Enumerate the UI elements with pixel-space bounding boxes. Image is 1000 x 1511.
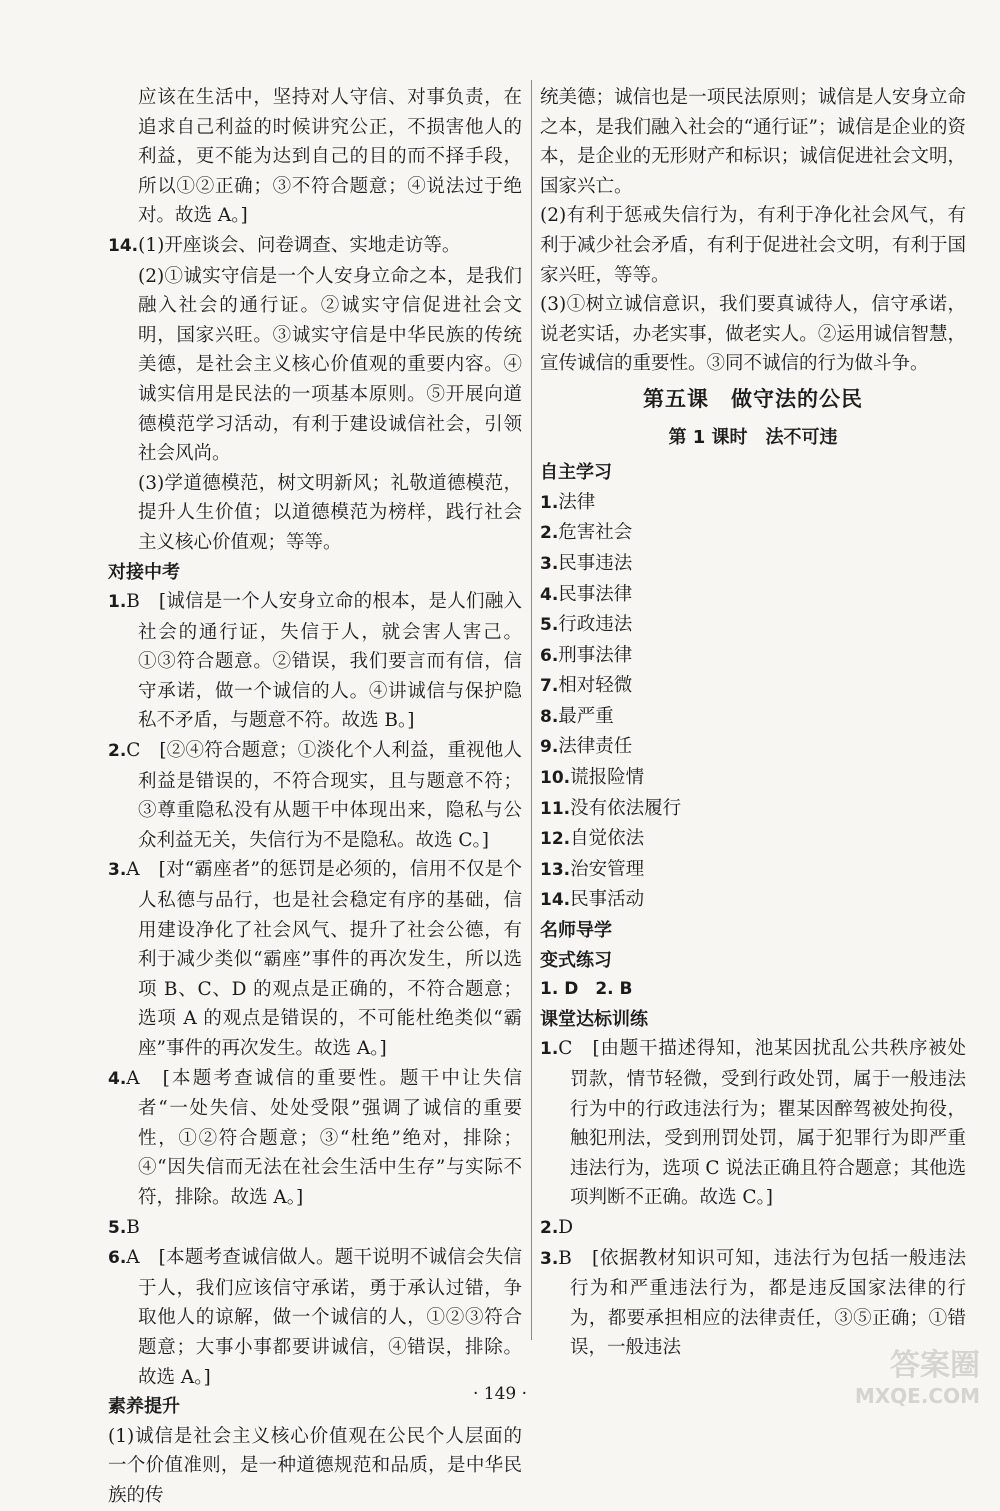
answer-text: 最严重: [558, 705, 614, 727]
answer-item: [108, 1064, 522, 1213]
quality-part1: (1)诚信是社会主义核心价值观在公民个人层面的一个价值准则，是一种道德规范和品质，是中华民族的传: [108, 1425, 522, 1506]
answer-item: [540, 1213, 966, 1244]
answer-text: C [由题干描述得知，池某因扰乱公共秩序被处罚款，情节轻微，受到行政处罚，属于一般违法行为中的行政违法行为；瞿某因醉驾被处拘役，触犯刑法，受到刑罚处罚，属于犯罪行为即严重违法行为，选项 C 说法正确且符合题意；其他选项判断不正确。故选 C。]: [558, 1038, 966, 1209]
answer-text: 行政违法: [558, 614, 633, 636]
exam-answer-list: [108, 587, 522, 1392]
quality-part1-continuation: 统美德；诚信也是一项民法原则；诚信是人安身立命之本，是我们融入社会的“通行证”；诚信是企业的资本，是企业的无形财产和标识；诚信促进社会文明，国家兴亡。: [540, 87, 966, 197]
variant-answers: 1. D 2. B: [540, 979, 633, 1000]
answer-number: 1.: [108, 592, 127, 613]
lesson-title: 第五课 做守法的公民: [643, 386, 863, 411]
answer-text: 民事法律: [558, 583, 633, 605]
answer-number: 3.: [540, 1248, 559, 1269]
answer-text: 法律: [558, 491, 596, 513]
section-heading-quality: 素养提升: [108, 1396, 180, 1418]
q14-number: 14.: [108, 235, 139, 256]
answer-number: 9.: [540, 737, 559, 758]
answer-number: 10.: [540, 768, 571, 789]
answer-item: [540, 855, 966, 886]
page-number: · 149 ·: [472, 1384, 528, 1404]
answer-item: [108, 1243, 522, 1392]
answer-number: 1.: [540, 492, 559, 513]
answer-text: B [诚信是一个人安身立命的根本，是人们融入社会的通行证，失信于人，就会害人害己。①③符合题意。②错误，我们要言而有信，信守承诺，做一个诚信的人。④讲诚信与保护隐私不矛盾，与题意不符。故选 B。]: [126, 591, 522, 732]
answer-item: [540, 1034, 966, 1213]
classroom-answer-list: [540, 1034, 966, 1363]
answer-number: 7.: [540, 676, 559, 697]
answer-item: [540, 1244, 966, 1363]
answer-text: 刑事法律: [558, 644, 633, 666]
watermark-line2: MXQE.COM: [854, 1384, 980, 1408]
answer-item: [540, 885, 966, 916]
answer-number: 13.: [540, 859, 571, 880]
section-heading-variant: 变式练习: [540, 949, 612, 971]
answer-item: [540, 488, 966, 519]
answer-item: [108, 855, 522, 1063]
answer-item: [540, 763, 966, 794]
answer-number: 1.: [540, 1039, 559, 1060]
answer-number: 2.: [540, 523, 559, 544]
answer-text: C [②④符合题意；①淡化个人利益，重视他人利益是错误的，不符合现实，且与题意不符；③尊重隐私没有从题干中体现出来，隐私与公众利益无关，失信行为不是隐私。故选 C。]: [126, 740, 522, 851]
answer-text: 法律责任: [558, 736, 633, 758]
left-column: [108, 83, 522, 1511]
q14-part2: (2)①诚实守信是一个人安身立命之本，是我们融入社会的通行证。②诚实守信促进社会文明，国家兴旺。③诚实守信是中华民族的传统美德，是社会主义核心价值观的重要内容。④诚实信用是民法的一项基本原则。⑤开展向道德模范学习活动，有利于建设诚信社会，引领社会风尚。: [138, 265, 522, 465]
answer-number: 8.: [540, 706, 559, 727]
answer-number: 4.: [540, 584, 559, 605]
answer-item: [540, 518, 966, 549]
answer-text: A [本题考查诚信的重要性。题干中让失信者“一处失信、处处受限”强调了诚信的重要性，①②符合题意；③“杜绝”绝对，排除；④“因失信而无法在社会生活中生存”与实际不符，排除。故选 A。]: [126, 1067, 522, 1208]
answer-item: [540, 549, 966, 580]
answer-text: 治安管理: [570, 858, 645, 880]
answer-item: [540, 610, 966, 641]
column-divider: [531, 80, 532, 1340]
answer-item: [540, 732, 966, 763]
answer-text: 民事活动: [570, 889, 645, 911]
answer-number: 5.: [540, 615, 559, 636]
quality-part3: (3)①树立诚信意识，我们要真诚待人，信守承诺，说老实话，办老实事，做老实人。②运用诚信智慧，宣传诚信的重要性。③同不诚信的行为做斗争。: [540, 294, 966, 375]
answer-number: 2.: [540, 1217, 559, 1238]
section-heading-self-study: 自主学习: [540, 462, 612, 484]
answer-text: D: [558, 1216, 574, 1238]
section-heading-teacher: 名师导学: [540, 920, 612, 942]
answer-item: [108, 587, 522, 736]
answer-number: 4.: [108, 1068, 127, 1089]
q14-part3: (3)学道德模范，树文明新风；礼敬道德模范，提升人生价值；以道德模范为榜样，践行社会主义核心价值观；等等。: [138, 472, 522, 553]
quality-part2: (2)有利于惩戒失信行为，有利于净化社会风气，有利于减少社会矛盾，有利于促进社会文明，有利于国家兴旺，等等。: [540, 205, 966, 286]
answer-item: [540, 794, 966, 825]
answer-item: [540, 580, 966, 611]
answer-text: 相对轻微: [558, 675, 633, 697]
answer-text: 自觉依法: [570, 828, 645, 850]
watermark-logo: [854, 1348, 980, 1411]
answer-item: [540, 824, 966, 855]
section-heading-classroom: 课堂达标训练: [540, 1008, 648, 1030]
answer-number: 3.: [540, 553, 559, 574]
answer-text: B: [126, 1216, 140, 1238]
answer-item: [108, 736, 522, 855]
answer-text: A [对“霸座者”的惩罚是必须的，信用不仅是个人私德与品行，也是社会稳定有序的基础，信用建设净化了社会风气、提升了社会公德，有利于减少类似“霸座”事件的再次发生，所以选项 B、C、D 的观点是正确的，不符合题意；选项 A 的观点是错误的，不可能杜绝类似“霸座”事件的再次发生。故选 A。]: [126, 859, 522, 1059]
answer-item: [540, 702, 966, 733]
right-column: [540, 83, 966, 1363]
answer-number: 14.: [540, 890, 571, 911]
answer-number: 6.: [108, 1248, 127, 1269]
answer-item: [108, 1213, 522, 1244]
answer-item: [540, 641, 966, 672]
answer-item: [540, 671, 966, 702]
answer-text: A [本题考查诚信做人。题干说明不诚信会失信于人，我们应该信守承诺，勇于承认过错，争取他人的谅解，做一个诚信的人，①②③符合题意；大事小事都要讲诚信，④错误，排除。故选 A。]: [126, 1247, 522, 1388]
self-study-list: [540, 488, 966, 916]
answer-text: B [依据教材知识可知，违法行为包括一般违法行为和严重违法行为，都是违反国家法律的行为，都要承担相应的法律责任，③⑤正确；①错误，一般违法: [558, 1247, 966, 1359]
q14-part1: 14.(1)开座谈会、问卷调查、实地走访等。: [108, 234, 461, 256]
period-title: 第 1 课时 法不可违: [668, 426, 838, 448]
section-heading-exam: 对接中考: [108, 561, 180, 583]
answer-number: 11.: [540, 798, 571, 819]
answer-number: 2.: [108, 741, 127, 762]
q13-continuation: 应该在生活中，坚持对人守信、对事负责，在追求自己利益的时候讲究公正，不损害他人的利益，更不能为达到自己的目的而不择手段，所以①②正确；③不符合题意；④说法过于绝对。故选 A。]: [138, 87, 522, 227]
answer-number: 5.: [108, 1217, 127, 1238]
answer-text: 谎报险情: [570, 767, 645, 789]
answer-text: 没有依法履行: [570, 797, 682, 819]
answer-text: 危害社会: [558, 522, 633, 544]
watermark-line1: 答案圈: [890, 1348, 980, 1383]
answer-number: 12.: [540, 829, 571, 850]
answer-number: 6.: [540, 645, 559, 666]
answer-text: 民事违法: [558, 552, 633, 574]
answer-number: 3.: [108, 860, 127, 881]
